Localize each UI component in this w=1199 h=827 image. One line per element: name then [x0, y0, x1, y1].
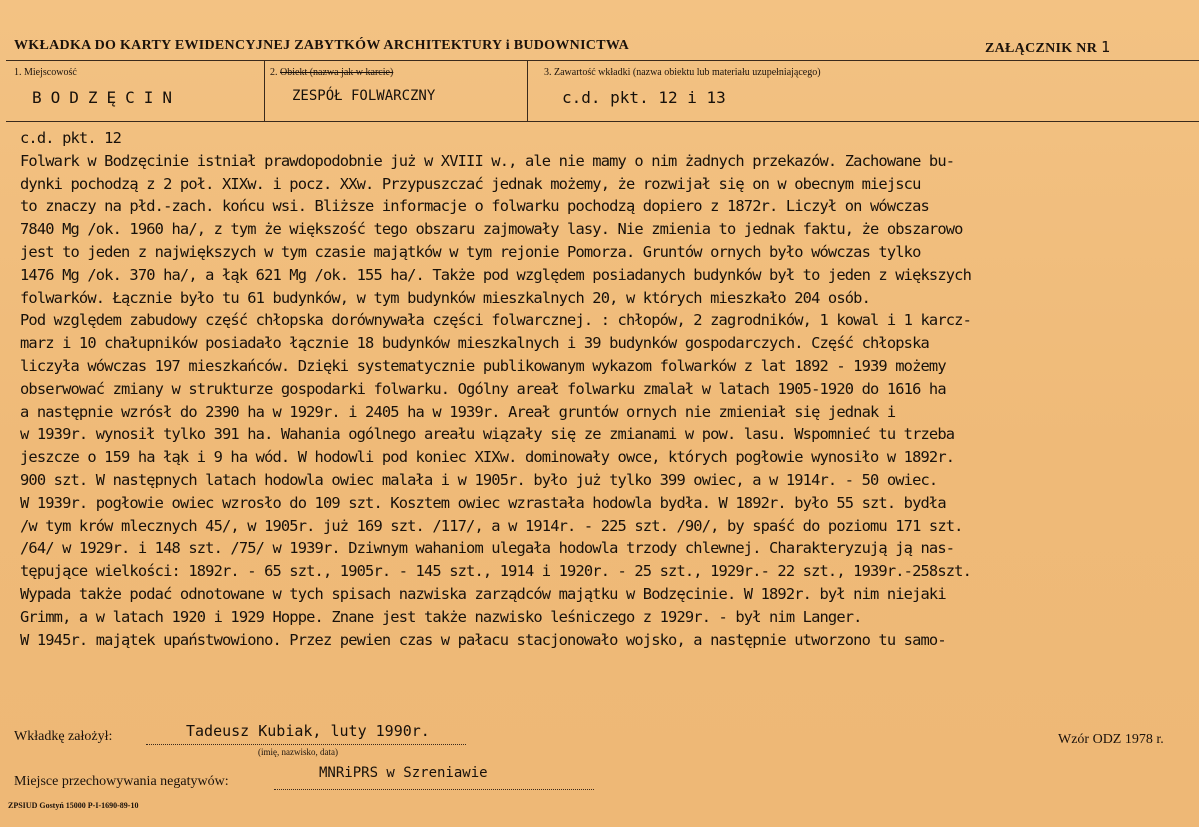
body-text: [20, 127, 1198, 651]
negatives-value: MNRiPRS w Szreniawie: [319, 765, 488, 781]
body-line: jeszcze o 159 ha łąk i 9 ha wód. W hodowli pod koniec XIXw. dominowały owce, których pogłowie wynosiło w 1892r.: [20, 448, 955, 467]
body-line: W 1945r. majątek upaństwowiono. Przez pewien czas w pałacu stacjonowało wojsko, a następnie utworzono tu samo-: [20, 630, 946, 649]
negatives-label: Miejsce przechowywania negatywów:: [14, 774, 229, 789]
body-line: /64/ w 1929r. i 148 szt. /75/ w 1939r. Dziwnym wahaniom ulegała hodowla trzody chlewnej. Charakteryzują ją nas-: [20, 539, 955, 558]
locality-label: 1. Miejscowość: [14, 67, 77, 78]
card-title: WKŁADKA DO KARTY EWIDENCYJNEJ ZABYTKÓW ARCHITEKTURY i BUDOWNICTWA: [14, 38, 630, 53]
object-label: [270, 67, 393, 78]
body-line: to znaczy na płd.-zach. końcu wsi. Bliższe informacje o folwarku pochodzą dopiero z 1872r. Liczył on wówczas: [20, 197, 929, 216]
created-by-note: (imię, nazwisko, data): [258, 747, 338, 757]
negatives-line: [274, 789, 594, 790]
header-bottom-rule: [6, 121, 1199, 122]
attachment-label: ZAŁĄCZNIK NR: [985, 41, 1098, 56]
template-label: Wzór ODZ 1978 r.: [1058, 732, 1164, 747]
created-by-line: [146, 744, 466, 745]
body-line: folwarków. Łącznie było tu 61 budynków, w tym budynków mieszkalnych 20, w których mieszkało 204 osób.: [20, 288, 871, 307]
field-divider-2: [527, 60, 528, 122]
body-line: dynki pochodzą z 2 poł. XIXw. i pocz. XXw. Przypuszczać jednak możemy, że rozwijał się on w obecnym miejscu: [20, 174, 921, 193]
object-label-struck: Obiekt (nazwa jak w karcie): [280, 67, 394, 78]
locality-value: BODZĘCIN: [32, 88, 182, 107]
object-label-number: 2.: [270, 67, 280, 78]
contents-label: 3. Zawartość wkładki (nazwa obiektu lub materiału uzupełniającego): [544, 67, 821, 78]
body-line: 900 szt. W następnych latach hodowla owiec malała i w 1905r. było już tylko 399 owiec, a w 1914r. - 50 owiec.: [20, 470, 938, 489]
body-line: Grimm, a w latach 1920 i 1929 Hoppe. Znane jest także nazwisko leśniczego z 1929r. - był nim Langer.: [20, 607, 862, 626]
created-by-value: Tadeusz Kubiak, luty 1990r.: [186, 722, 430, 740]
body-line: c.d. pkt. 12: [20, 129, 121, 147]
body-line: obserwować zmiany w strukturze gospodarki folwarku. Ogólny areał folwarku zmalał w latach 1905-1920 do 1616 ha: [20, 379, 946, 398]
body-line: Folwark w Bodzęcinie istniał prawdopodobnie już w XVIII w., ale nie mamy o nim żadnych przekazów. Zachowane bu-: [20, 151, 955, 170]
body-line: jest to jeden z największych w tym czasie majątków w tym rejonie Pomorza. Gruntów ornych było wówczas tylko: [20, 242, 921, 261]
body-line: 1476 Mg /ok. 370 ha/, a łąk 621 Mg /ok. 155 ha/. Także pod względem posiadanych budynków był to jeden z większych: [20, 265, 972, 284]
attachment-number-value: 1: [1100, 38, 1111, 56]
body-line: 7840 Mg /ok. 1960 ha/, z tym że większość tego obszaru zajmowały lasy. Nie zmienia to jednak faktu, że obszarowo: [20, 220, 963, 239]
header-top-rule: [6, 60, 1199, 61]
body-line: W 1939r. pogłowie owiec wzrosło do 109 szt. Kosztem owiec wzrastała hodowla bydła. W 1892r. było 55 szt. bydła: [20, 493, 946, 512]
attachment-number: [985, 38, 1110, 57]
object-value: ZESPÓŁ FOLWARCZNY: [292, 88, 436, 104]
body-line: tępujące wielkości: 1892r. - 65 szt., 1905r. - 145 szt., 1914 i 1920r. - 25 szt., 1929r.- 22 szt., 1939r.-258szt.: [20, 562, 972, 581]
body-line: a następnie wzrósł do 2390 ha w 1929r. i 2405 ha w 1939r. Areał gruntów ornych nie zmieniał się jednak i: [20, 402, 896, 421]
print-code: ZPSIUD Gostyń 15000 P-I-1690-89-10: [8, 801, 139, 810]
body-line: Pod względem zabudowy część chłopska dorównywała części folwarcznej. : chłopów, 2 zagrodników, 1 kowal i 1 karcz-: [20, 311, 972, 330]
body-line: w 1939r. wynosił tylko 391 ha. Wahania ogólnego areału wiązały się ze zmianami w pow. lasu. Wspomnieć tu trzeba: [20, 425, 955, 444]
body-line: /w tym krów mlecznych 45/, w 1905r. już 169 szt. /117/, a w 1914r. - 225 szt. /90/, by spaść do poziomu 171 szt.: [20, 516, 963, 535]
body-line: liczyła wówczas 197 mieszkańców. Dzięki systematycznie publikowanym wykazom folwarków z lat 1892 - 1939 możemy: [20, 356, 946, 375]
created-by-label: Wkładkę założył:: [14, 729, 113, 744]
body-line: marz i 10 chałupników posiadało łącznie 18 budynków mieszkalnych i 39 budynków gospodarczych. Część chłopska: [20, 334, 929, 353]
field-divider-1: [264, 60, 265, 122]
contents-value: c.d. pkt. 12 i 13: [562, 88, 726, 107]
body-line: Wypada także podać odnotowane w tych spisach nazwiska zarządców majątku w Bodzęcinie. W 1892r. był nim niejaki: [20, 584, 946, 603]
